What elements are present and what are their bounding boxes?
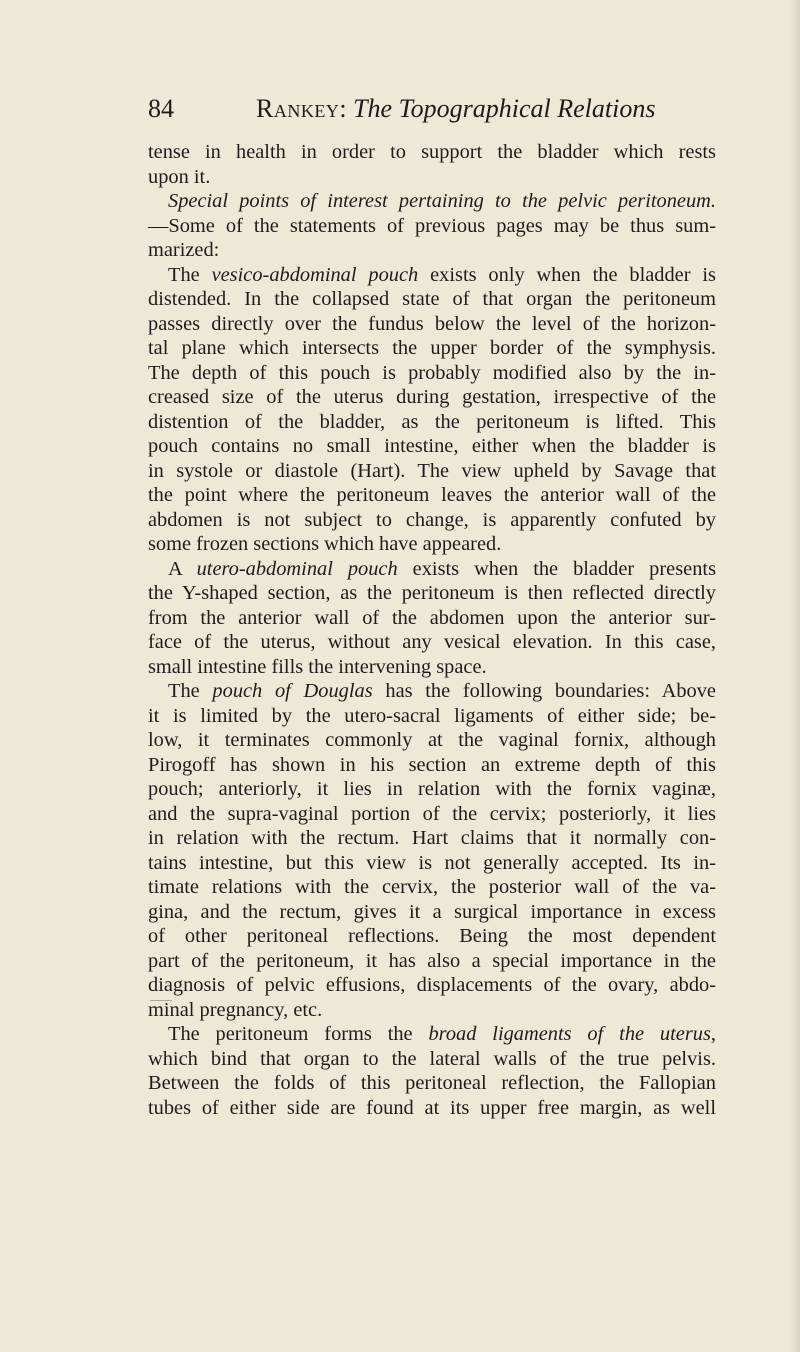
text-line-content: of other peritoneal reflections. Being the most dependent [148,925,716,947]
text-line-content: abdomen is not subject to change, is apparently confuted by [148,508,716,531]
text-line [148,238,716,263]
text-line-content: minal pregnancy, etc. [148,998,323,1021]
text-line [148,1022,716,1047]
text-line-content: pouch contains no small intestine, either when the bladder is [148,435,716,457]
text-line-content: Between the folds of this peritoneal reflection, the Fallopian [148,1072,716,1094]
text-line-content: , [710,1023,716,1045]
text-line [148,655,716,680]
text-line-content: has the following boundaries: Above [372,680,716,702]
text-line-content: in systole or diastole (Hart). The view upheld by Savage that [148,459,716,482]
running-head-author: Rankey [256,94,340,123]
text-line-prefix: The peritoneum forms the [168,1023,429,1045]
text-line-content: the Y-shaped section, as the peritoneum is then reflected directly [148,582,716,604]
text-line [148,508,716,533]
text-line-prefix: A [168,557,197,580]
text-line [148,165,716,190]
text-line-content: passes directly over the fundus below the level of the horizon- [148,312,716,335]
text-line-content: Pirogoff has shown in his section an extreme depth of this [148,753,716,776]
text-line-content: gina, and the rectum, gives it a surgical importance in excess [148,900,716,923]
page-number: 84 [148,94,174,123]
text-line [148,900,716,925]
text-line [148,924,716,949]
text-line [148,1047,716,1072]
text-line [148,875,716,900]
text-line-content: tains intestine, but this view is not generally accepted. Its in- [148,851,716,874]
text-line-content: small intestine fills the intervening space. [148,655,487,678]
text-line-content: marized: [148,239,220,261]
running-head [256,94,655,124]
text-line [148,336,716,361]
text-line [148,679,716,704]
text-line-content: exists when the bladder presents [397,557,717,580]
text-line-content: The depth of this pouch is probably modified also by the in- [148,361,716,384]
italic-term: broad ligaments of the uterus [428,1023,711,1045]
text-line-content: from the anterior wall of the abdomen upon the anterior sur- [148,606,716,629]
text-line-content: in relation with the rectum. Hart claims that it normally con- [148,827,716,849]
italic-term: utero-abdominal pouch [196,557,398,580]
text-line-content: part of the peritoneum, it has also a special importance in the [148,949,716,972]
text-line-content: which bind that organ to the lateral walls of the true pelvis. [148,1047,716,1070]
text-line [148,704,716,729]
text-line [148,312,716,337]
text-line-content: diagnosis of pelvic effusions, displacements of the ovary, abdo- [148,974,716,996]
body-text [148,140,716,1120]
running-header [148,94,708,126]
text-line [148,998,716,1023]
running-head-title: The Topographical Relations [353,94,656,123]
text-line-content: some frozen sections which have appeared. [148,533,502,555]
text-line [148,287,716,312]
text-line [148,973,716,998]
text-line [148,483,716,508]
text-line [148,532,716,557]
text-line [148,140,716,165]
text-line [148,557,716,582]
text-line-content: and the supra-vaginal portion of the cervix; posteriorly, it lies [148,802,716,825]
text-line-content: pouch; anteriorly, it lies in relation with the fornix vaginæ, [148,778,716,800]
text-line-content: tal plane which intersects the upper border of the symphysis. [148,337,716,359]
text-line [148,949,716,974]
text-line [148,459,716,484]
text-line [148,434,716,459]
text-line-content: —Some of the statements of previous pages may be thus sum- [148,214,716,237]
printer-mark [150,1000,172,1004]
text-line-content: low, it terminates commonly at the vaginal fornix, although [148,729,716,751]
text-line [148,263,716,288]
text-line-prefix: The [168,680,213,702]
text-line [148,189,716,214]
text-line [148,777,716,802]
text-line-content: exists only when the bladder is [418,263,716,286]
text-line [148,606,716,631]
text-line [148,826,716,851]
text-line [148,728,716,753]
text-line-content: distended. In the collapsed state of that organ the peritoneum [148,288,716,310]
text-line-prefix: The [168,263,212,286]
text-line [148,385,716,410]
italic-term: Special points of interest pertaining to the pelvic peritoneum. [168,190,716,212]
text-line [148,802,716,827]
italic-term: pouch of Douglas [212,680,373,702]
text-line [148,1071,716,1096]
text-line-content: tense in health in order to support the bladder which rests [148,141,716,163]
text-line-content: the point where the peritoneum leaves the anterior wall of the [148,484,716,506]
running-head-separator: : [339,94,347,123]
text-line [148,361,716,386]
text-line [148,851,716,876]
text-line-content: upon it. [148,165,211,188]
italic-term: vesico-abdominal pouch [211,263,419,286]
text-line-content: face of the uterus, without any vesical elevation. In this case, [148,631,716,653]
text-line-content: it is limited by the utero-sacral ligaments of either side; be- [148,704,716,727]
text-line-content: creased size of the uterus during gestation, irrespective of the [148,386,716,408]
text-line [148,581,716,606]
page-edge-shadow [790,0,800,1352]
text-line [148,630,716,655]
text-line [148,214,716,239]
text-line [148,410,716,435]
text-line-content: distention of the bladder, as the peritoneum is lifted. This [148,410,716,433]
text-line [148,753,716,778]
text-line-content: tubes of either side are found at its upper free margin, as well [148,1096,716,1119]
text-line [148,1096,716,1121]
text-line-content: timate relations with the cervix, the posterior wall of the va- [148,876,716,898]
